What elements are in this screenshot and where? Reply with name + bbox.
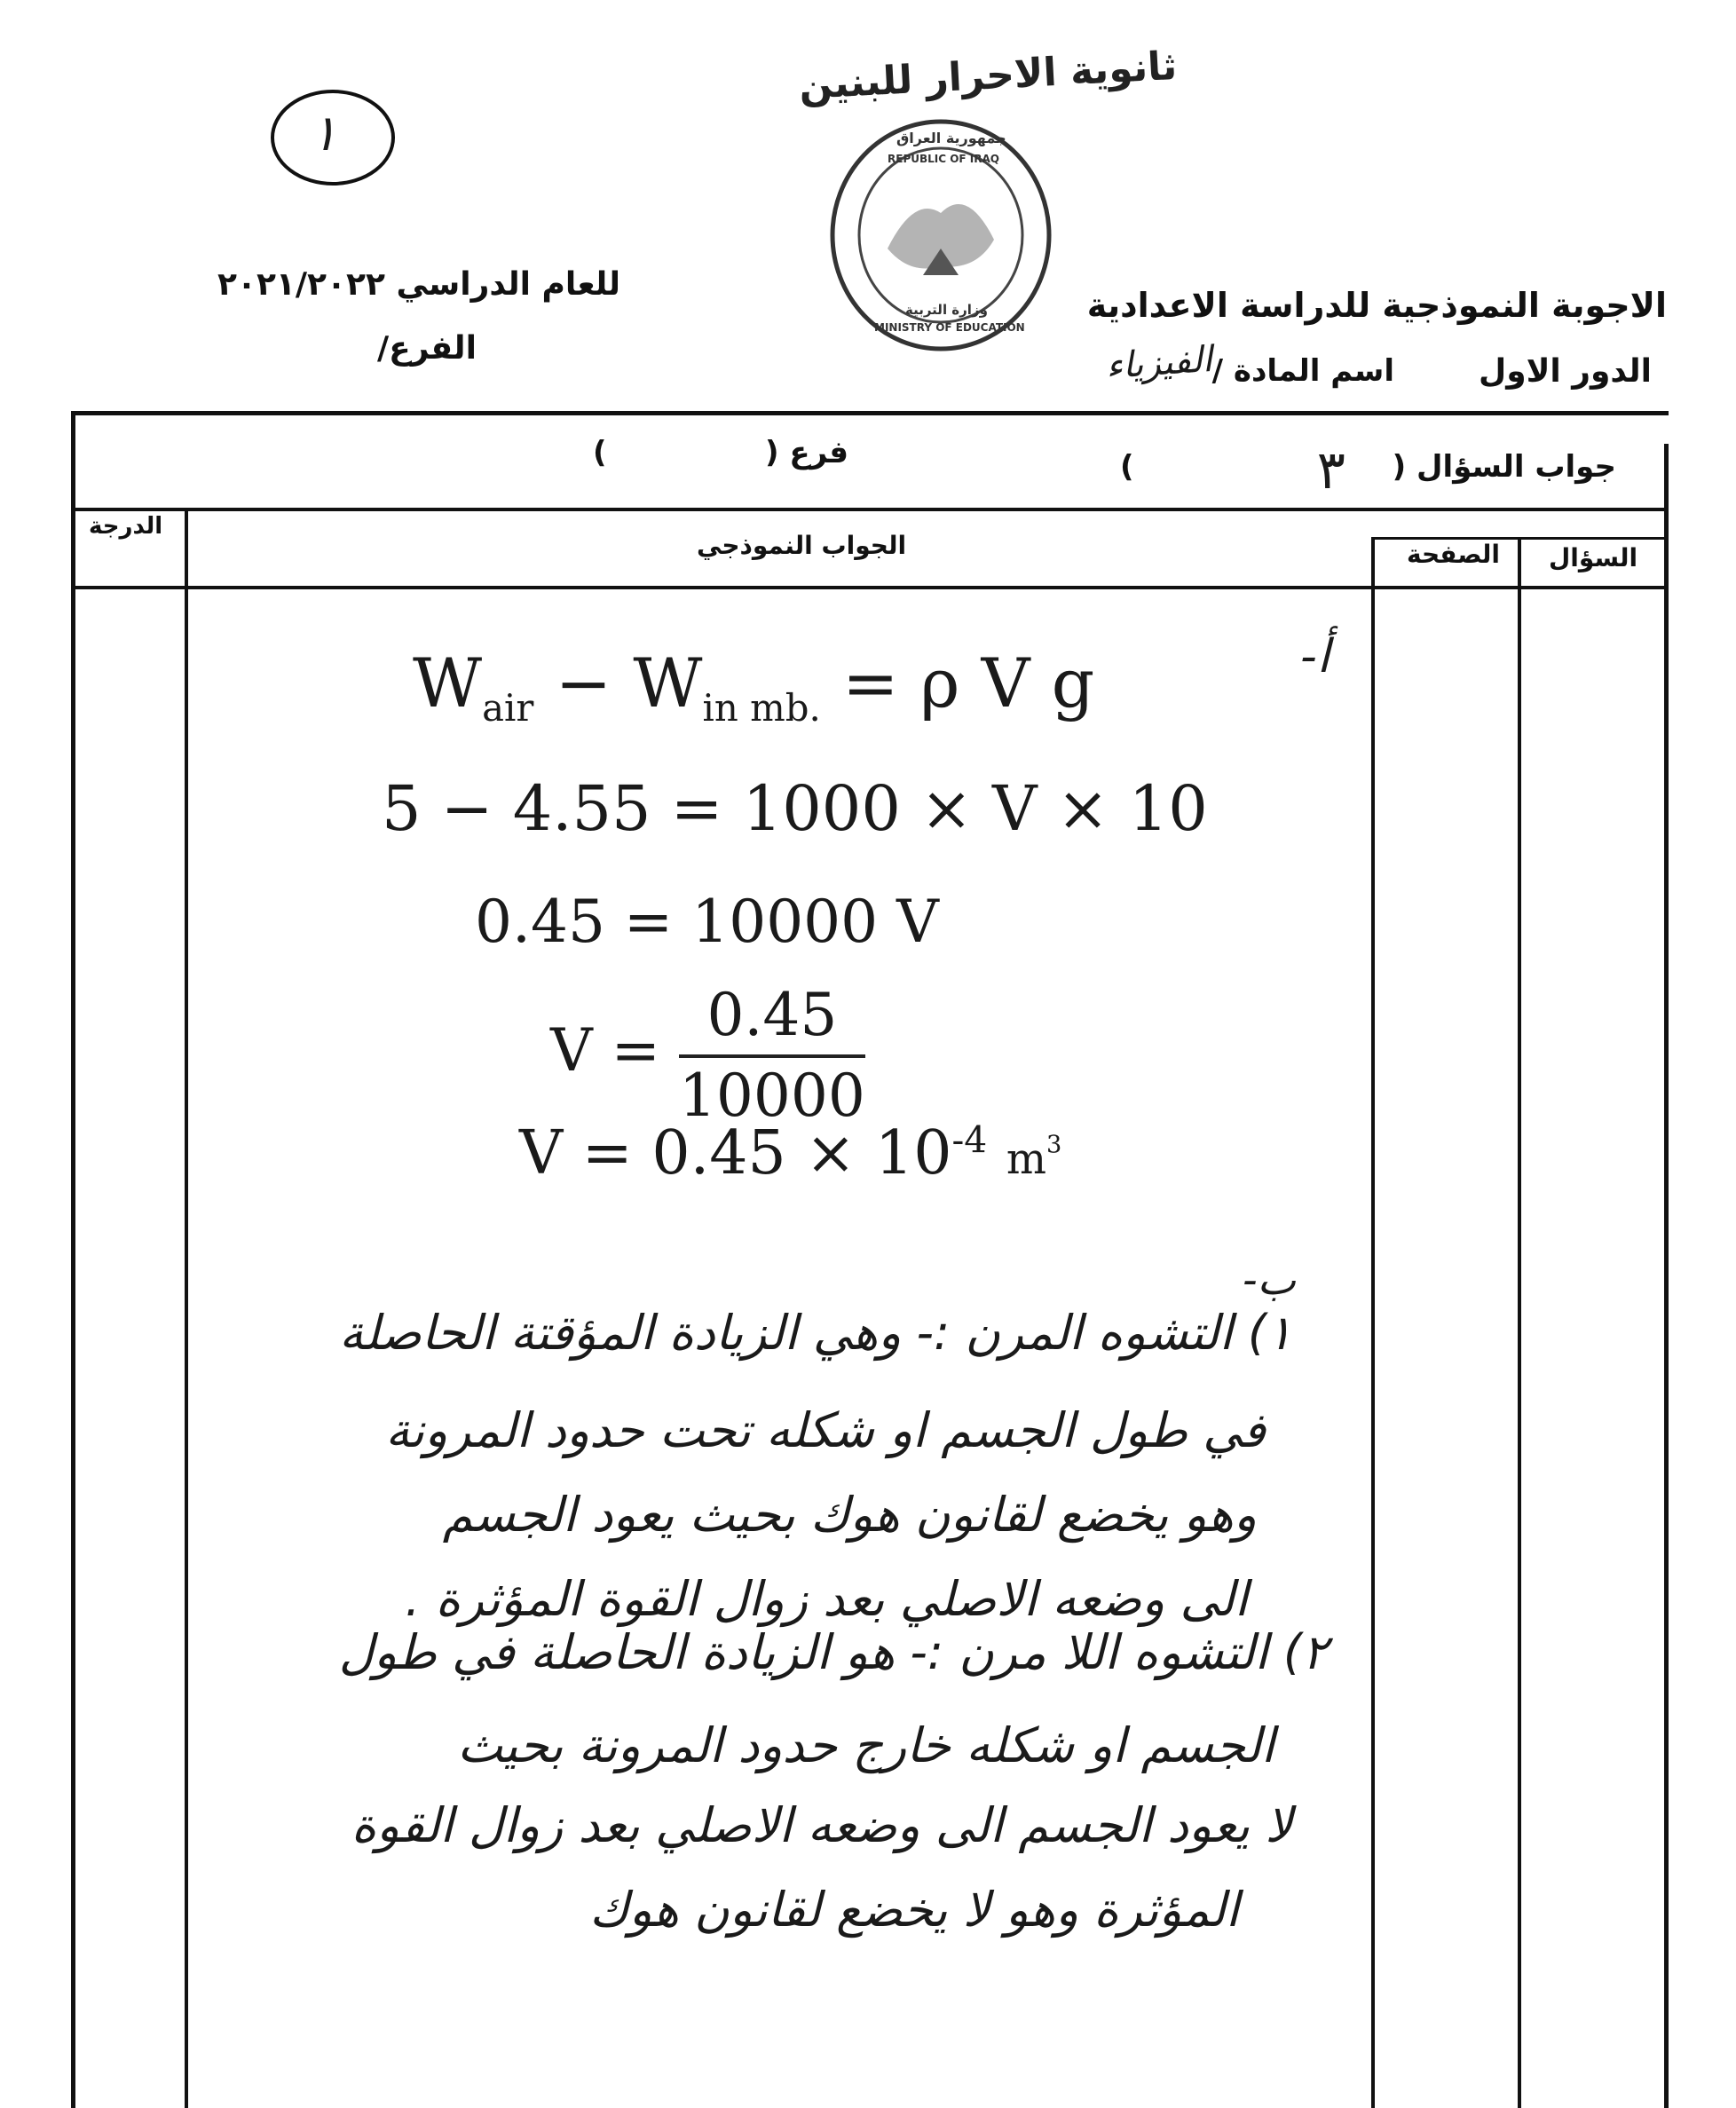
paragraph-line: لا يعود الجسم الى وضعه الاصلي بعد زوال القوة: [351, 1797, 1292, 1853]
column-grade: الدرجة: [89, 513, 163, 540]
paragraph-line: وهو يخضع لقانون هوك بحيث يعود الجسم: [442, 1487, 1257, 1543]
paragraph-line: الى وضعه الاصلي بعد زوال القوة المؤثرة .: [405, 1571, 1248, 1627]
paragraph-line: في طول الجسم او شكله تحت حدود المرونة: [385, 1402, 1266, 1458]
seal-top-text: جمهورية العراق: [896, 130, 1006, 146]
equation-simplified: 0.45 = 10000 V: [475, 888, 939, 956]
column-page: الصفحة: [1407, 540, 1501, 569]
column-question: السؤال: [1549, 543, 1638, 572]
branch-label-header: الفرع/: [377, 330, 477, 367]
part-a-marker: أ-: [1300, 630, 1330, 683]
column-model-answer: الجواب النموذجي: [697, 531, 907, 560]
part-b-marker: ب-: [1243, 1256, 1296, 1304]
question-close-paren: ): [1120, 449, 1134, 485]
answer-of-question-label: جواب السؤال (: [1392, 449, 1616, 485]
subject-value: الفيزياء: [1104, 338, 1214, 388]
paragraph-line: ١) التشوه المرن :- وهي الزيادة المؤقتة الحاصلة: [339, 1305, 1292, 1361]
equation-fraction: V = $\frac{0.45}{10000}$: [550, 981, 865, 1130]
seal-bottom-text: وزارة التربية: [905, 302, 988, 318]
seal-en-top: REPUBLIC OF IRAQ: [888, 153, 999, 165]
round-label: الدور الاول: [1478, 353, 1652, 390]
question-number: ٣: [1316, 439, 1345, 501]
equation-buoyancy: $W_{air} - W_{in mb.} = \rho$ V g: [413, 643, 1095, 730]
branch-close-paren: ): [593, 435, 607, 470]
school-name-stamp: ثانوية الاحرار للبنين: [797, 43, 1179, 109]
subject-label: اسم المادة /: [1211, 353, 1394, 389]
equation-substitution: 5 − 4.55 = 1000 × V × 10: [382, 772, 1208, 845]
branch-label: فرع (: [765, 435, 849, 470]
seal-en-bottom: MINISTRY OF EDUCATION: [874, 321, 1025, 334]
paragraph-line: المؤثرة وهو لا يخضع لقانون هوك: [589, 1882, 1239, 1938]
page-number: ١: [311, 105, 338, 162]
ministry-seal-icon: [825, 115, 1056, 355]
equation-result: $V = 0.45 \times 10^{-4}$ $m^3$: [519, 1118, 1062, 1188]
paragraph-line: ٢) التشوه اللا مرن :- هو الزيادة الحاصلة في طول: [338, 1624, 1328, 1680]
document-title: الاجوبة النموذجية للدراسة الاعدادية: [1086, 286, 1667, 325]
paragraph-line: الجسم او شكله خارج حدود المرونة بحيث: [457, 1717, 1274, 1773]
academic-year: للعام الدراسي ٢٠٢١/٢٠٢٢: [217, 266, 620, 303]
